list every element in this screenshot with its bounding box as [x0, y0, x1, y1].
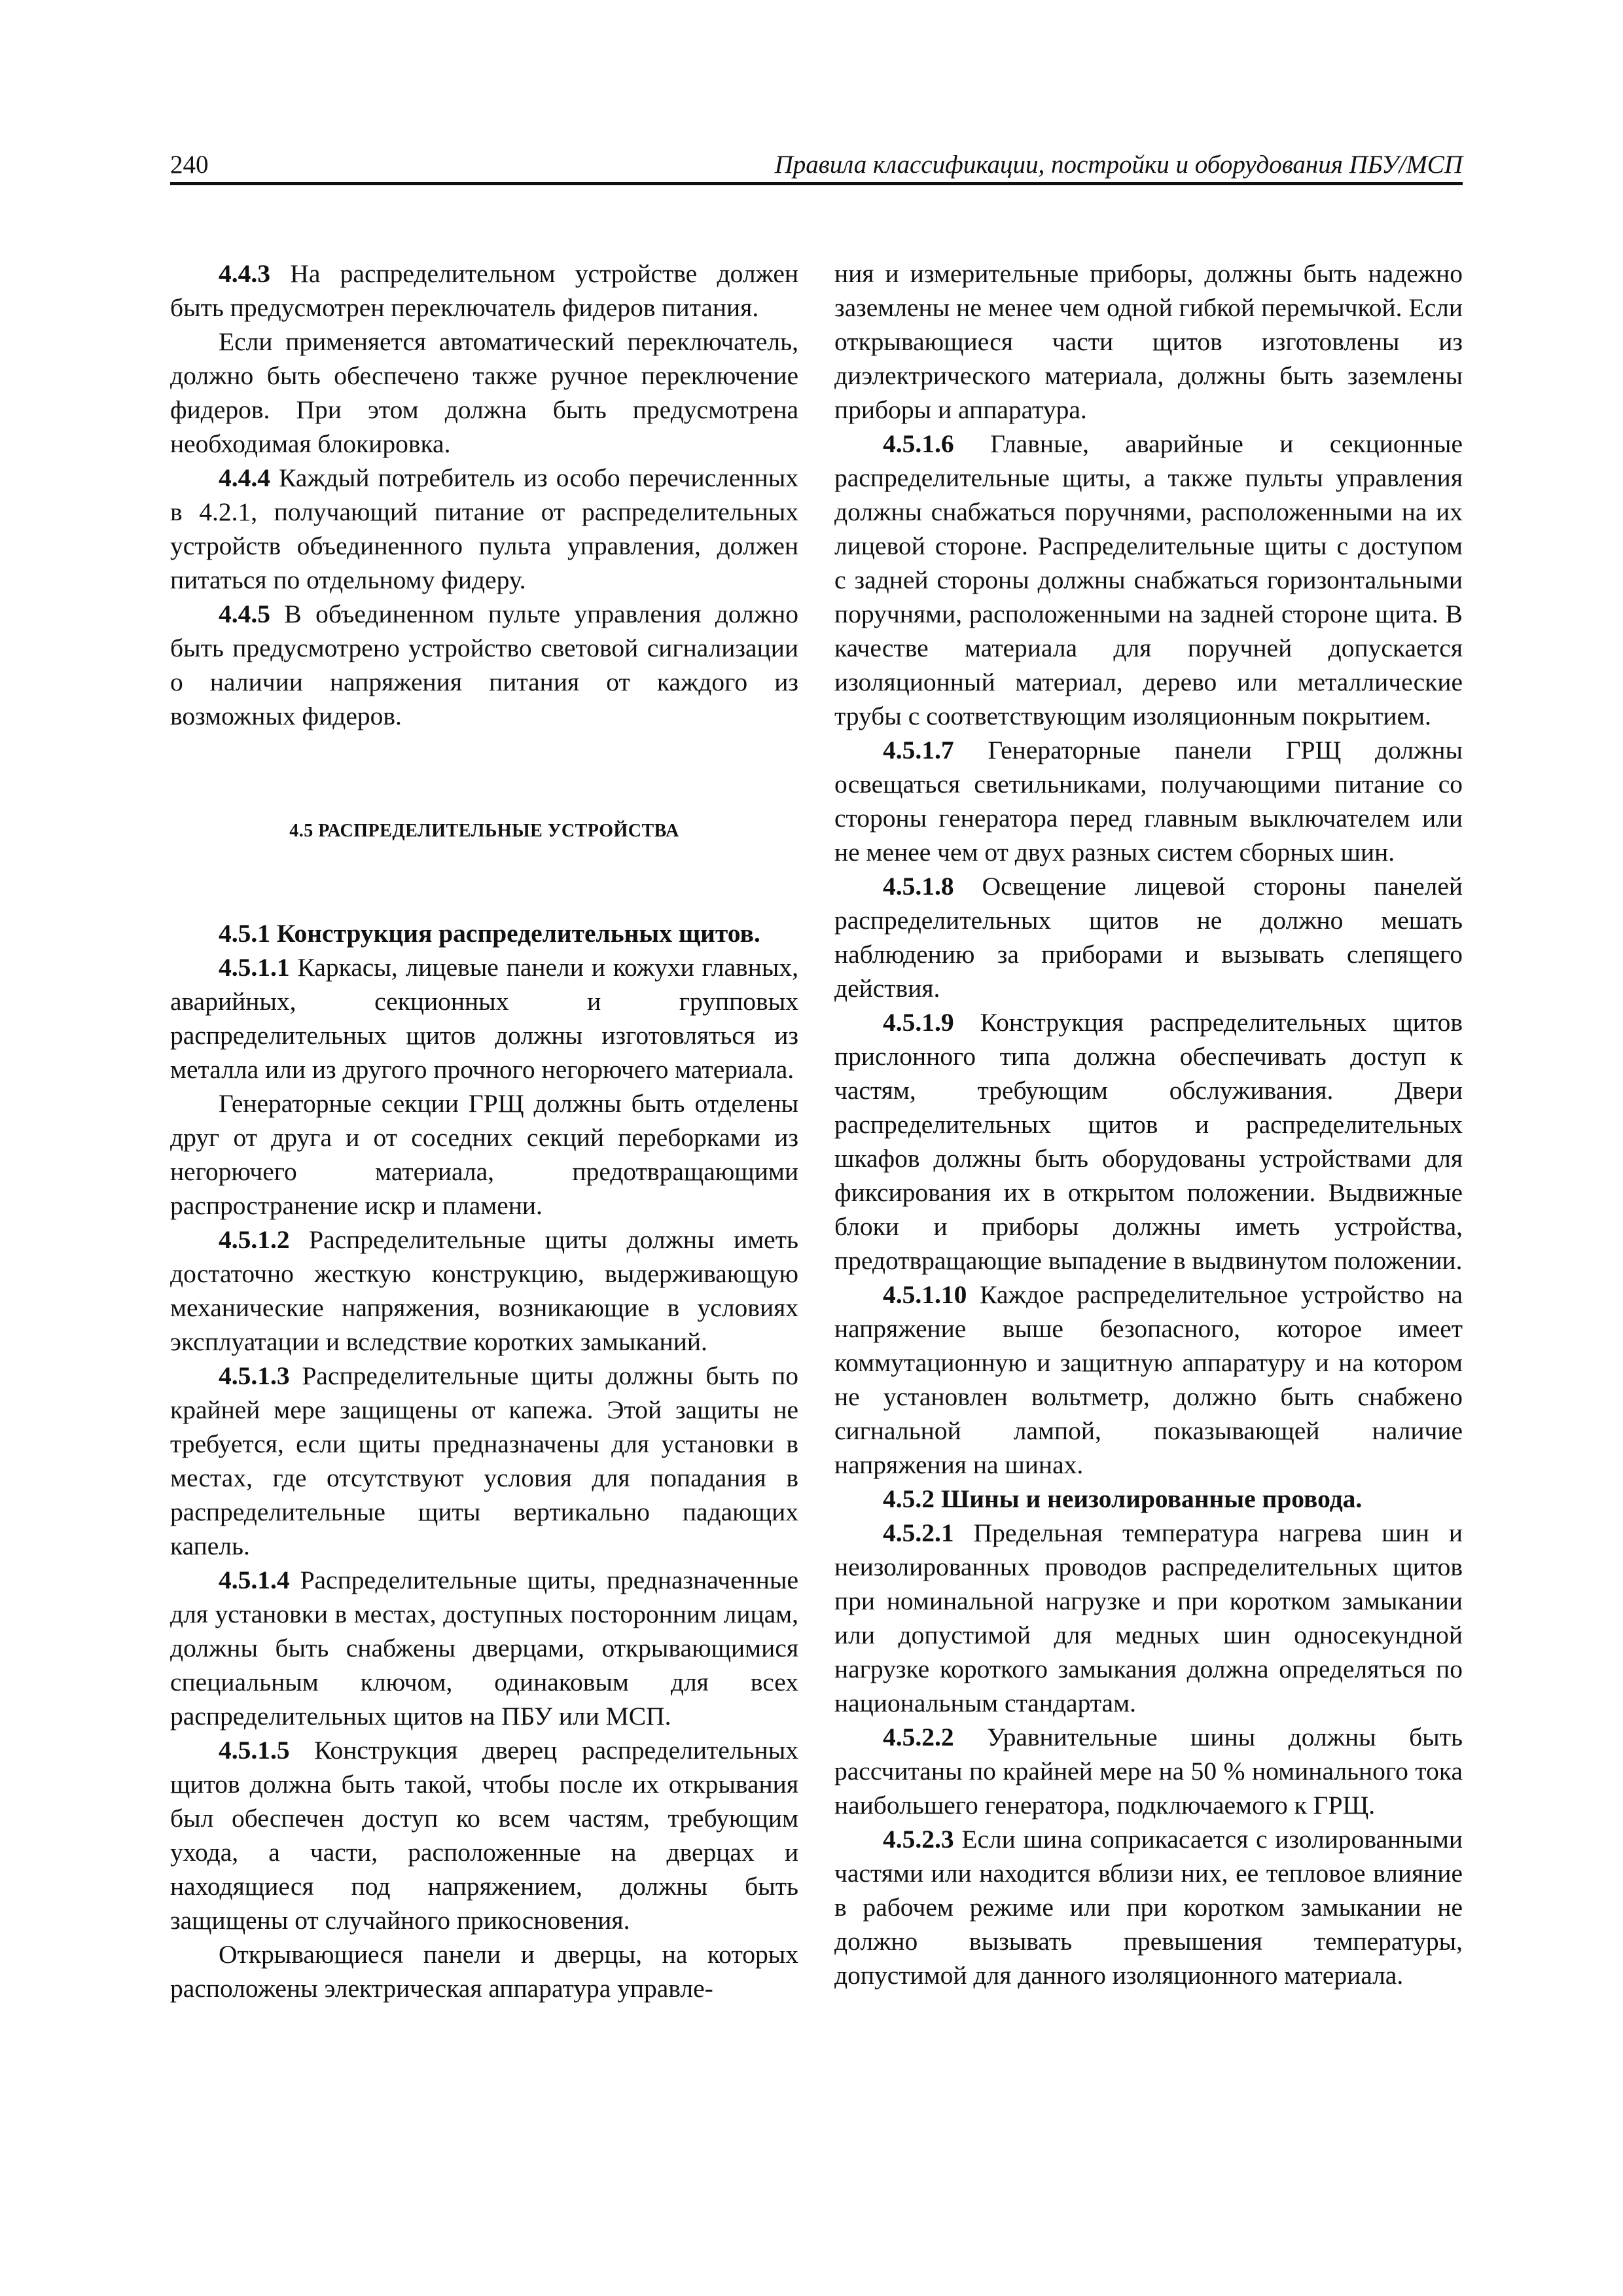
paragraph-4-5-2-3 — [834, 1822, 1463, 1992]
paragraph-text: Каждое распределительное устройство на напряжение выше безопасного, которое имеет коммутационную и защитную аппаратуру и на котором не установлен вольтметр, должно быть снабжено сигнальной лампой, показывающей наличие напряжения на шинах. — [834, 1280, 1463, 1479]
paragraph: Если применяется автоматический переключатель, должно быть обеспечено также ручное переключение фидеров. При этом должна быть предусмотрена необходимая блокировка. — [170, 327, 798, 458]
paragraph-text: Каждый потребитель из особо перечисленных в 4.2.1, получающий питание от распределительных устройств объединенного пульта управления, должен питаться по отдельному фидеру. — [170, 463, 798, 594]
clause-number: 4.5.1.9 — [883, 1008, 954, 1037]
paragraph-4-4-4 — [170, 461, 798, 597]
page-number: 240 — [170, 151, 209, 179]
right-column — [834, 257, 1463, 1992]
paragraph-4-5-1-6 — [834, 427, 1463, 733]
paragraph: Открывающиеся панели и дверцы, на которых расположены электрическая аппаратура управле- — [170, 1940, 798, 2003]
paragraph: Генераторные секции ГРЩ должны быть отделены друг от друга и от соседних секций переборками из негорючего материала, предотвращающими распространение искр и пламени. — [170, 1089, 798, 1220]
paragraph-4-5-1-4 — [170, 1563, 798, 1733]
paragraph-continued: ния и измерительные приборы, должны быть надежно заземлены не менее чем одной гибкой перемычкой. Если открывающиеся части щитов изготовлены из диэлектрического материала, должны быть заземлены приборы и аппаратура. — [834, 259, 1463, 424]
running-title: Правила классификации, постройки и оборудования ПБУ/МСП — [774, 151, 1463, 179]
paragraph-text: Каркасы, лицевые панели и кожухи главных, аварийных, секционных и групповых распределительных щитов должны изготовляться из металла или из другого прочного негорючего материала. — [170, 953, 798, 1084]
paragraph-4-5-2-2 — [834, 1720, 1463, 1822]
clause-number: 4.5.2.2 — [883, 1723, 954, 1751]
section-title: 4.5 РАСПРЕДЕЛИТЕЛЬНЫЕ УСТРОЙСТВА — [289, 821, 679, 841]
paragraph-4-5-1-1 — [170, 950, 798, 1086]
paragraph-4-4-5 — [170, 597, 798, 733]
clause-number: 4.4.4 — [219, 463, 270, 492]
paragraph-4-5-1-9 — [834, 1005, 1463, 1278]
paragraph-text: Генераторные панели ГРЩ должны освещаться светильниками, получающими питание со стороны генератора перед главным выключателем или не менее чем от двух разных систем сборных шин. — [834, 736, 1463, 867]
clause-number: 4.5.1.7 — [883, 736, 954, 764]
clause-number: 4.5.1.8 — [883, 872, 954, 901]
clause-number: 4.5.1.1 — [219, 953, 290, 982]
paragraph-text: Конструкция распределительных щитов прислонного типа должна обеспечивать доступ к частям, требующим обслуживания. Двери распределительных щитов и распределительных шкафов должны быть оборудованы устройствами для фиксирования их в открытом положении. Выдвижные блоки и приборы должны иметь устройства, предотвращающие выпадение в выдвинутом положении. — [834, 1008, 1463, 1275]
paragraph-text: На распределительном устройстве должен быть предусмотрен переключатель фидеров питания. — [170, 259, 798, 322]
paragraph-text: Уравнительные шины должны быть рассчитаны по крайней мере на 50 % номинального тока наибольшего генератора, подключаемого к ГРЩ. — [834, 1723, 1463, 1820]
paragraph-text: Главные, аварийные и секционные распределительные щиты, а также пульты управления должны снабжаться поручнями, расположенными на их лицевой стороне. Распределительные щиты с доступом с задней стороны должны снабжаться горизонтальными поручнями, расположенными на задней стороне щита. В качестве материала для поручней допускается изоляционный материал, дерево или металлические трубы с соответствующим изоляционным покрытием. — [834, 429, 1463, 730]
subsection-heading-4-5-2: 4.5.2 Шины и неизолированные провода. — [883, 1484, 1363, 1513]
clause-number: 4.5.1.2 — [219, 1225, 290, 1254]
clause-number: 4.5.2.1 — [883, 1518, 954, 1547]
paragraph-text: Освещение лицевой стороны панелей распределительных щитов не должно мешать наблюдению за приборами и вызывать слепящего действия. — [834, 872, 1463, 1003]
paragraph-text: Если шина соприкасается с изолированными частями или находится вблизи них, ее тепловое влияние в рабочем режиме или при коротком замыкании не должно вызывать превышения температуры, допустимой для данного изоляционного материала. — [834, 1825, 1463, 1990]
paragraph-4-5-1-10 — [834, 1278, 1463, 1482]
page-header — [170, 139, 1463, 185]
left-column — [170, 257, 798, 2005]
paragraph-4-5-1-3 — [170, 1359, 798, 1563]
clause-number: 4.5.1.4 — [219, 1566, 290, 1594]
clause-number: 4.4.3 — [219, 259, 270, 288]
paragraph-4-4-3 — [170, 257, 798, 325]
paragraph-4-5-2-1 — [834, 1516, 1463, 1720]
paragraph-text: Распределительные щиты должны быть по крайней мере защищены от капежа. Этой защиты не требуется, если щиты предназначены для установки в местах, где отсутствуют условия для попадания в распределительные щиты вертикально падающих капель. — [170, 1361, 798, 1560]
paragraph-4-5-1-2 — [170, 1223, 798, 1359]
clause-number: 4.4.5 — [219, 600, 270, 628]
paragraph-4-5-1-8 — [834, 869, 1463, 1005]
clause-number: 4.5.1.6 — [883, 429, 954, 458]
subsection-heading-4-5-1: 4.5.1 Конструкция распределительных щитов. — [219, 919, 760, 948]
paragraph-text: Распределительные щиты должны иметь достаточно жесткую конструкцию, выдерживающую механические напряжения, возникающие в условиях эксплуатации и вследствие коротких замыканий. — [170, 1225, 798, 1356]
paragraph-4-5-1-5 — [170, 1733, 798, 1937]
clause-number: 4.5.1.3 — [219, 1361, 290, 1390]
clause-number: 4.5.1.10 — [883, 1280, 967, 1309]
paragraph-text: В объединенном пульте управления должно быть предусмотрено устройство световой сигнализации о наличии напряжения питания от каждого из возможных фидеров. — [170, 600, 798, 730]
paragraph-text: Конструкция дверец распределительных щитов должна быть такой, чтобы после их открывания был обеспечен доступ ко всем частям, требующим ухода, а части, расположенные на дверцах и находящиеся под напряжением, должны быть защищены от случайного прикосновения. — [170, 1736, 798, 1935]
clause-number: 4.5.1.5 — [219, 1736, 290, 1765]
paragraph-text: Предельная температура нагрева шин и неизолированных проводов распределительных щитов при номинальной нагрузке и при коротком замыкании или допустимой для медных шин односекундной нагрузке короткого замыкания должна определяться по национальным стандартам. — [834, 1518, 1463, 1717]
paragraph-text: Распределительные щиты, предназначенные для установки в местах, доступных посторонним лицам, должны быть снабжены дверцами, открывающимися специальным ключом, одинаковым для всех распределительных щитов на ПБУ или МСП. — [170, 1566, 798, 1731]
clause-number: 4.5.2.3 — [883, 1825, 954, 1854]
paragraph-4-5-1-7 — [834, 733, 1463, 869]
